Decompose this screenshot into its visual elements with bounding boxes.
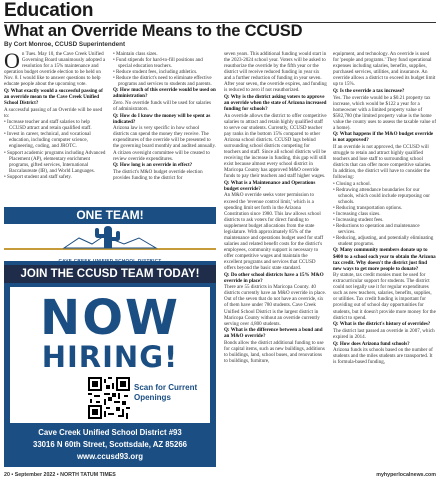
question: Q: What exactly would a successful passing of an override mean to the Cave Creek Unified School District? xyxy=(4,87,103,106)
question: Q: What is the difference between a bond and an M&O override? xyxy=(224,327,323,340)
answer: There are 55 districts in Maricopa County. 40 districts currently have an M&O override in place. Out of the seven that do not have an override, six of them have under 780 students. Cave Creek Unified School District is the largest district in Maricopa County without an override currently serving over 4,800 students. xyxy=(224,284,327,327)
question: Q: What is a Maintenance and Operations budget override? xyxy=(224,179,316,192)
bullet-item: • Invest in career, technical, and vocational education, including computer science, engineering, coding, and JROTC. xyxy=(4,131,107,149)
article-column-2 xyxy=(113,51,216,216)
drop-cap: O xyxy=(4,51,20,73)
district-address: 33016 N 60th Street, Scottsdale, AZ 85266 xyxy=(33,440,187,449)
district-website-link[interactable]: www.ccusd93.org xyxy=(76,452,143,461)
intro-paragraph: n Tues. May 10, the Cave Creek Unified Governing Board unanimously adopted a resolution for a 15% maintenance and operation budget override election to be held on Nov. 8. I would like to answer questions to help educate people about the upcoming vote. xyxy=(4,51,106,88)
question: Q: How do I know the money will be spent as indicated? xyxy=(113,112,211,125)
answer: An M&O override seeks voter permission to exceed the 'revenue control limit,' which is a spending limit set forth in the Arizona Constitution since 1980. This law allows school districts to ask voters for direct funding to supplement budget allocations from the state legislature. With approximately 85% of the maintenance and operations budget used for staff salaries and related benefit costs for the district's employees, community support is necessary to offer competitive wages and maintain the excellent programs and services that CCUSD offers beyond the basic state standard. xyxy=(224,192,324,272)
hiring-advertisement[interactable] xyxy=(4,207,216,467)
hiring-text: HIRING! xyxy=(41,340,179,374)
page-footer xyxy=(4,471,436,480)
answer: Arizona funds its schools based on the number of students and the miles students are transported. It is formula-based funding, xyxy=(333,347,433,366)
article-column-1 xyxy=(4,51,107,216)
district-address-name: Cave Creek Unified School District #93 xyxy=(38,428,182,437)
answer: Arizona law is very specific in how school districts can spend the money they receive. The expenditures of the override will be presented to the governing board monthly and audited annually. A citizen oversight committee will be created to review override expenditures. xyxy=(113,125,216,162)
question: Q: How does Arizona fund schools? xyxy=(333,340,410,347)
article-column-4 xyxy=(333,51,436,465)
answer: Zero. No override funds will be used for salaries of administrators. xyxy=(113,99,211,113)
cactus-logo-icon xyxy=(4,224,216,258)
bullet-item: • Increasing class sizes. xyxy=(333,211,436,217)
question: Q: Many community members donate up to $400 to a school each year to obtain the Arizona tax credit. Why doesn't the district just find new ways to get more people to donate? xyxy=(333,247,436,272)
question: Q: Do other school districts have a 15% M&O override in place? xyxy=(224,271,324,284)
join-heading: JOIN THE CCUSD TEAM TODAY! xyxy=(4,265,216,283)
scan-for-openings: Scan for Current Openings xyxy=(134,383,198,402)
answer: A successful passing of an Override will be used to: xyxy=(4,106,103,119)
bullet-item: • Redrawing attendance boundaries for our schools, which could include repurposing our schools. xyxy=(333,187,436,205)
answer: An override allows the district to offer competitive salaries to attract and retain highly qualified staff to serve our students. Currently, CCUSD teacher pay ranks in the bottom 15% compared to other Arizona school districts. CCUSD lags behind surrounding school districts competing for teachers and staff. Since all school districts will be receiving the increase in funding, this gap will still exist because almost every school district in Maricopa County has approved M&O override funds to pay their teachers and staff higher wages. xyxy=(224,112,327,180)
bullet-item: • Closing a school. xyxy=(333,181,436,187)
bullet-item: • Reduce the district's need to eliminate effective programs and services to students and parents. xyxy=(113,75,216,87)
ad-contact xyxy=(4,427,216,463)
answer: The district last passed an override in 2007, which expired in 2014. xyxy=(333,327,435,340)
question: Q: What happens if the M&O budget override is not approved? xyxy=(333,131,434,144)
question: Q: Why is the district asking voters to approve an override when the state of Arizona increased funding for schools? xyxy=(224,93,327,113)
bullet-item: • Support student and staff safety. xyxy=(4,174,107,180)
section-title: Education xyxy=(4,0,94,21)
bullet-item: • Reducing transportation options. xyxy=(333,205,436,211)
question: Q: What is the district's history of overrides? xyxy=(333,321,431,328)
bullet-item: • Reducing, adjusting, and potentially eliminating student programs. xyxy=(333,235,436,247)
district-logo xyxy=(4,224,216,263)
website-link[interactable]: myhyperlocalnews.com xyxy=(376,472,436,478)
hiring-panel xyxy=(10,287,210,423)
bullet-item: • Fund stipends for hard-to-fill positions and special education teachers. xyxy=(113,57,216,69)
qr-code-icon[interactable] xyxy=(88,377,130,419)
bullet-list xyxy=(333,181,436,248)
article-column-3 xyxy=(224,51,327,465)
article-byline: By Cort Monroe, CCUSD Superintendent xyxy=(4,41,126,48)
bullet-list xyxy=(113,51,216,87)
paragraph: equipment, and technology. An override is used for 'people and programs.' They fund operational expenses including salaries, benefits, supplies, purchased services, utilities, and insurance. An override allows a district to exceed its budget limit up to 15%. xyxy=(333,51,436,88)
bullet-item: • Maintain class sizes. xyxy=(113,51,216,57)
bullet-item: • Increase teacher and staff salaries to help CCUSD attract and retain qualified staff. xyxy=(4,119,107,131)
answer: The district's M&O budget override election provides funding to the district for xyxy=(113,168,203,181)
paragraph: seven years. This additional funding would start in the 2023-2024 school year. Voters will be asked to reauthorize the override by the fifth year or the district will receive reduced funding in year six and a further reduction of funding in year seven. After year seven, the override expires, and funding is reduced to zero if not reauthorized. xyxy=(224,51,327,94)
answer: Bonds allow the district additional funding to use for capital items, such as new buildings, additions to buildings, land, school buses, and renovations to buildings, furniture, xyxy=(224,339,325,365)
bullet-item: • Support academic programs including Advanced Placement (AP), elementary enrichment programs, gifted services, International Baccalaureate (IB), and World Languages. xyxy=(4,150,107,174)
answer: If an override is not approved, the CCUSD will struggle to retain and attract highly qualified teachers and lose staff to surrounding school districts that can offer more competitive salaries. In addition, the district will have to consider the following: xyxy=(333,144,432,181)
page-folio: 20 • September 2022 • NORTH TATUM TIMES xyxy=(4,472,116,478)
question: Q: How long is an override in effect? xyxy=(113,162,193,169)
answer: Yes. The override would be a $0.21 property tax increase, which would be $122 a year for a homeowner with a limited property value of $582,780 (the limited property value is the home value the county uses to assess the taxable value of a home). xyxy=(333,94,436,131)
bullet-item: • Reduce student fees, including athletics. xyxy=(113,69,216,75)
bullet-list xyxy=(4,119,107,179)
answer: By statute, tax credit monies must be used for extracurricular support for students. The district could not legally use it for regular expenditures such as new teachers, salaries, benefits, supplies, or utilities. Tax credit funding is important for providing out of school day opportunities for students, but it doesn't provide more money for the district to spend. xyxy=(333,272,436,321)
now-text: NOW xyxy=(40,290,180,346)
question: Q: Is the override a tax increase? xyxy=(333,87,405,94)
ad-banner: ONE TEAM! xyxy=(76,208,144,222)
article-headline: What an Override Means to the CCUSD xyxy=(4,22,303,40)
bullet-item: • Increasing student fees. xyxy=(333,217,436,223)
district-name: CAVE CREEK UNIFIED SCHOOL DISTRICT xyxy=(58,258,162,263)
bullet-item: • Reductions to operation and maintenance services. xyxy=(333,223,436,235)
question: Q: How much of this override would be used on administration? xyxy=(113,87,216,100)
